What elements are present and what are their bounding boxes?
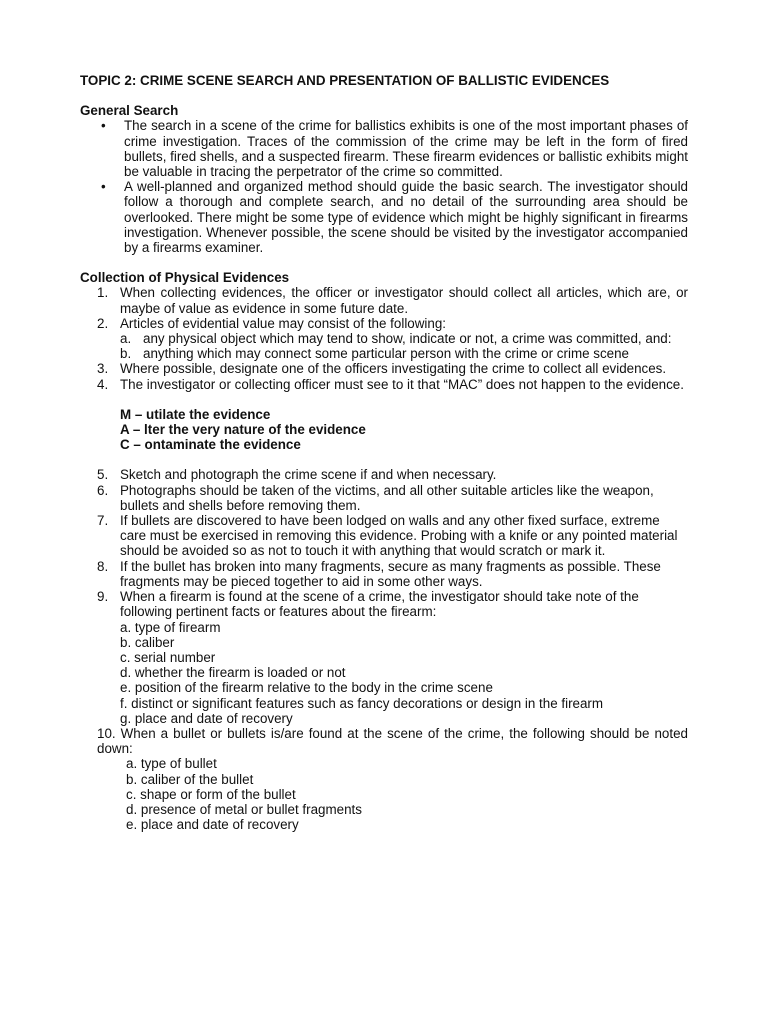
item-text: If bullets are discovered to have been lodged on walls and any other fixed surface, extreme care must be exercised in removing this evidence. Probing with a knife or any pointed material should be avoided so as not to touch it with anything that would scratch or mark it. xyxy=(120,513,678,559)
bullet-text: The search in a scene of the crime for ballistics exhibits is one of the most important phases of crime investigation. Traces of the commission of the crime may be left in the form of fired bullets, fired shells, and a suspected firearm. These firearm evidences or ballistic exhibits might be valuable in tracing the perpetrator of the crime so committed. xyxy=(124,118,688,180)
item-text: If the bullet has broken into many fragments, secure as many fragments as possible. These fragments may be pieced together to aid in some other ways. xyxy=(120,558,661,589)
collection-heading: Collection of Physical Evidences xyxy=(80,270,290,286)
bullet-note: a. type of bullet xyxy=(126,756,217,772)
numbered-item-8 xyxy=(80,559,688,589)
numbered-item-7 xyxy=(80,513,688,559)
firearm-note: f. distinct or significant features such as fancy decorations or design in the firearm xyxy=(120,695,604,711)
bullet-text: A well-planned and organized method should guide the basic search. The investigator should follow a thorough and complete search, and no detail of the surrounding area should be overlooked. There might be some type of evidence which might be highly significant in firearms investigation. Whenever possible, the scene should be visited by the investigator accompanied by a firearms examiner. xyxy=(124,179,688,256)
numbered-item-10: 10. When a bullet or bullets is/are found at the scene of the crime, the following should be noted down: xyxy=(97,725,688,757)
firearm-note: g. place and date of recovery xyxy=(120,710,293,726)
bullet-item xyxy=(80,179,688,255)
bullet-glyph: • xyxy=(101,118,106,134)
item-number: 1. xyxy=(97,285,109,301)
mac-line-m: M – utilate the evidence xyxy=(120,406,271,422)
firearm-note: c. serial number xyxy=(120,649,216,665)
bullet-glyph: • xyxy=(101,179,106,195)
numbered-item-3 xyxy=(80,361,688,376)
item-text: When collecting evidences, the officer or investigator should collect all articles, which are, or maybe of value as evidence in some future date. xyxy=(120,285,688,316)
firearm-note: e. position of the firearm relative to the body in the crime scene xyxy=(120,680,493,696)
firearm-note: d. whether the firearm is loaded or not xyxy=(120,665,346,681)
numbered-item-5 xyxy=(80,467,688,482)
general-search-heading: General Search xyxy=(80,103,179,119)
bullet-note: c. shape or form of the bullet xyxy=(126,786,296,802)
sub-text: any physical object which may tend to show, indicate or not, a crime was committed, and: xyxy=(143,331,672,347)
item-number: 3. xyxy=(97,361,109,377)
numbered-item-9 xyxy=(80,589,688,619)
bullet-item xyxy=(80,118,688,179)
item-text: Where possible, designate one of the officers investigating the crime to collect all evidences. xyxy=(120,361,667,377)
item-text: The investigator or collecting officer must see to it that “MAC” does not happen to the evidence. xyxy=(120,376,684,392)
bullet-note: b. caliber of the bullet xyxy=(126,771,254,787)
spacer xyxy=(80,255,688,270)
firearm-note: b. caliber xyxy=(120,634,175,650)
sub-letter: a. xyxy=(120,331,132,347)
bullet-note: e. place and date of recovery xyxy=(126,817,299,833)
item-number: 9. xyxy=(97,589,109,605)
item-number: 4. xyxy=(97,376,109,392)
numbered-item-1 xyxy=(80,285,688,315)
numbered-item-2 xyxy=(80,316,688,331)
item-text: Articles of evidential value may consist of the following: xyxy=(120,315,446,331)
numbered-item-4 xyxy=(80,377,688,392)
item-text: Photographs should be taken of the victims, and all other suitable articles like the weapon, bullets and shells before removing them. xyxy=(120,482,654,513)
numbered-item-6 xyxy=(80,483,688,513)
mac-line-a: A – lter the very nature of the evidence xyxy=(120,422,366,438)
item-number: 5. xyxy=(97,467,109,483)
sub-letter: b. xyxy=(120,346,132,362)
bullet-note: d. presence of metal or bullet fragments xyxy=(126,801,362,817)
item-number: 7. xyxy=(97,513,109,529)
spacer xyxy=(80,452,688,467)
item-number: 8. xyxy=(97,558,109,574)
mac-line-c: C – ontaminate the evidence xyxy=(120,437,301,453)
sub-item xyxy=(80,346,688,361)
document-title: TOPIC 2: CRIME SCENE SEARCH AND PRESENTATION OF BALLISTIC EVIDENCES xyxy=(80,73,610,88)
firearm-note: a. type of firearm xyxy=(120,619,221,635)
item-text: Sketch and photograph the crime scene if and when necessary. xyxy=(120,467,497,483)
sub-item xyxy=(80,331,688,346)
item-number: 2. xyxy=(97,315,109,331)
spacer xyxy=(80,392,688,407)
item-text: When a firearm is found at the scene of a crime, the investigator should take note of the following pertinent facts or features about the firearm: xyxy=(120,589,639,620)
sub-text: anything which may connect some particular person with the crime or crime scene xyxy=(143,346,629,362)
item-number: 6. xyxy=(97,482,109,498)
